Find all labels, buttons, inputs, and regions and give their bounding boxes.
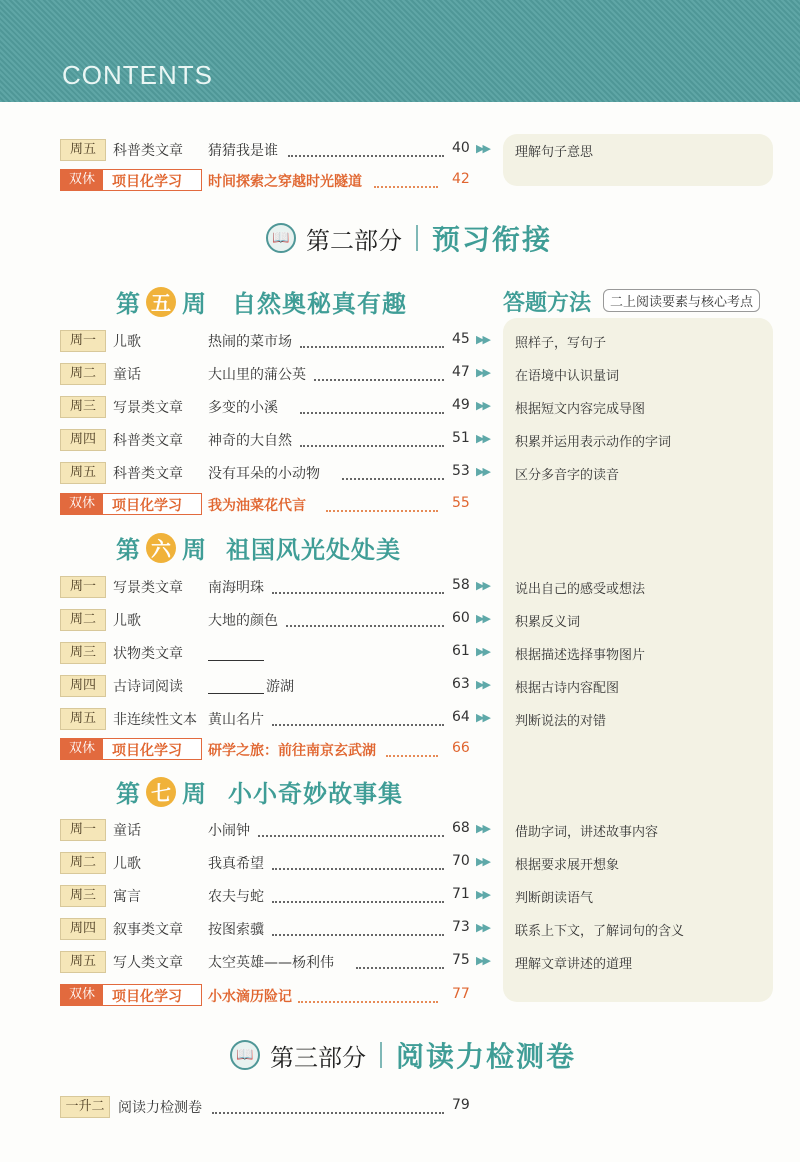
- category-label: 寓言: [113, 889, 141, 905]
- entry-title[interactable]: 神奇的大自然: [208, 433, 292, 449]
- part-name: 预习衔接: [432, 223, 553, 256]
- double-arrow-icon: ▶▶: [476, 822, 489, 835]
- page-number[interactable]: 61: [452, 643, 470, 659]
- double-arrow-icon: ▶▶: [476, 921, 489, 934]
- page-number[interactable]: 64: [452, 709, 470, 725]
- tip-text: 区分多音字的读音: [515, 468, 620, 483]
- page-number[interactable]: 75: [452, 952, 470, 968]
- double-arrow-icon: ▶▶: [476, 333, 489, 346]
- page-number[interactable]: 71: [452, 886, 470, 902]
- week6-heading: [116, 530, 401, 565]
- page-number[interactable]: 40: [452, 140, 470, 156]
- tip-text: 积累并运用表示动作的字词: [515, 435, 672, 450]
- leader-dots: [258, 835, 444, 837]
- book-icon: 📖: [266, 223, 296, 253]
- category-label: 项目化学习: [112, 498, 182, 514]
- weekend-label: 双休: [61, 985, 103, 1005]
- entry-title[interactable]: 时间探索之穿越时光隧道: [208, 174, 362, 190]
- day-label: 周二: [60, 609, 106, 631]
- tip-text: 积累反义词: [515, 615, 581, 630]
- leader-dots: [298, 1001, 438, 1003]
- leader-dots: [286, 625, 444, 627]
- page-number[interactable]: 70: [452, 853, 470, 869]
- entry-title[interactable]: 大地的颜色: [208, 613, 278, 629]
- double-arrow-icon: ▶▶: [476, 954, 489, 967]
- part3-heading: [230, 1035, 576, 1075]
- entry-title[interactable]: 小闹钟: [208, 823, 250, 839]
- page-number[interactable]: 77: [452, 986, 470, 1002]
- entry-title[interactable]: 多变的小溪: [208, 400, 278, 416]
- leader-dots: [314, 379, 444, 381]
- category-label: 儿歌: [113, 856, 141, 872]
- page-number[interactable]: 42: [452, 171, 470, 187]
- tip-text: 理解文章讲述的道理: [515, 957, 633, 972]
- category-label: 科普类文章: [113, 143, 183, 159]
- leader-dots: [272, 592, 444, 594]
- day-label: 周一: [60, 330, 106, 352]
- category-label: 项目化学习: [112, 743, 182, 759]
- entry-title[interactable]: 猜猜我是谁: [208, 143, 278, 159]
- entry-title[interactable]: 按图索骥: [208, 922, 264, 938]
- day-label: 周一: [60, 819, 106, 841]
- tip-text: 根据短文内容完成导图: [515, 402, 646, 417]
- week-name: 自然奥秘真有趣: [232, 290, 407, 318]
- contents-title: CONTENTS: [62, 60, 213, 90]
- entry-title[interactable]: 大山里的蒲公英: [208, 367, 306, 383]
- divider: [416, 225, 418, 251]
- page-number[interactable]: 79: [452, 1097, 470, 1113]
- entry-title[interactable]: 南海明珠: [208, 580, 264, 596]
- tip-text: 判断朗读语气: [515, 891, 594, 906]
- leader-dots: [272, 934, 444, 936]
- fill-in-blank: [208, 693, 264, 694]
- leader-dots: [272, 868, 444, 870]
- page-number[interactable]: 49: [452, 397, 470, 413]
- leader-dots: [288, 155, 444, 157]
- entry-title[interactable]: 农夫与蛇: [208, 889, 264, 905]
- method-title: 答题方法: [503, 291, 592, 316]
- method-subtitle: 二上阅读要素与核心考点: [603, 289, 760, 312]
- double-arrow-icon: ▶▶: [476, 888, 489, 901]
- double-arrow-icon: ▶▶: [476, 366, 489, 379]
- entry-title[interactable]: 游湖: [266, 679, 294, 695]
- part-label: 第三部分: [270, 1043, 366, 1072]
- entry-title[interactable]: 小水滴历险记: [208, 989, 292, 1005]
- double-arrow-icon: ▶▶: [476, 142, 489, 155]
- entry-title[interactable]: 太空英雄——杨利伟: [208, 955, 334, 971]
- leader-dots: [326, 510, 438, 512]
- tip-text: 根据要求展开想象: [515, 858, 620, 873]
- page-number[interactable]: 63: [452, 676, 470, 692]
- entry-title[interactable]: 研学之旅：前往南京玄武湖: [208, 743, 376, 759]
- week-number-badge: 五: [146, 287, 176, 317]
- double-arrow-icon: ▶▶: [476, 432, 489, 445]
- category-label: 儿歌: [113, 613, 141, 629]
- tip-text: 说出自己的感受或想法: [515, 582, 646, 597]
- week-prefix: 第: [116, 290, 140, 318]
- leader-dots: [356, 967, 444, 969]
- category-label: 儿歌: [113, 334, 141, 350]
- week7-heading: [116, 774, 403, 809]
- week-prefix: 第: [116, 536, 140, 564]
- double-arrow-icon: ▶▶: [476, 399, 489, 412]
- day-label: 周五: [60, 951, 106, 973]
- week-number-badge: 七: [146, 777, 176, 807]
- week-name: 祖国风光处处美: [226, 536, 401, 564]
- week-prefix: 第: [116, 780, 140, 808]
- double-arrow-icon: ▶▶: [476, 612, 489, 625]
- entry-title[interactable]: 我为油菜花代言: [208, 498, 306, 514]
- day-label: 周三: [60, 885, 106, 907]
- tip-text: 根据古诗内容配图: [515, 681, 620, 696]
- entry-title[interactable]: 热闹的菜市场: [208, 334, 292, 350]
- day-label: 周三: [60, 396, 106, 418]
- double-arrow-icon: ▶▶: [476, 855, 489, 868]
- week-suffix: 周: [182, 780, 206, 808]
- category-label: 写人类文章: [113, 955, 183, 971]
- category-label: 古诗词阅读: [113, 679, 183, 695]
- divider: [380, 1042, 382, 1068]
- tip-text: 联系上下文，了解词句的含义: [515, 924, 685, 939]
- weekend-label: 双休: [61, 494, 103, 514]
- book-icon: 📖: [230, 1040, 260, 1070]
- tip-text: 在语境中认识量词: [515, 369, 620, 384]
- header-banner: [0, 0, 800, 102]
- entry-title[interactable]: 没有耳朵的小动物: [208, 466, 320, 482]
- double-arrow-icon: ▶▶: [476, 579, 489, 592]
- day-label: 周三: [60, 642, 106, 664]
- part2-heading: [266, 218, 552, 258]
- day-label: 周四: [60, 675, 106, 697]
- day-label: 周四: [60, 918, 106, 940]
- leader-dots: [342, 478, 444, 480]
- page-number[interactable]: 47: [452, 364, 470, 380]
- entry-title[interactable]: 阅读力检测卷: [118, 1100, 202, 1116]
- category-label: 非连续性文本: [113, 712, 197, 728]
- leader-dots: [212, 1112, 444, 1114]
- tip-text: 照样子，写句子: [515, 336, 607, 351]
- week-name: 小小奇妙故事集: [228, 780, 403, 808]
- day-label: 周五: [60, 708, 106, 730]
- day-label: 一升二: [60, 1096, 110, 1118]
- page-number[interactable]: 55: [452, 495, 470, 511]
- leader-dots: [300, 445, 444, 447]
- part-name: 阅读力检测卷: [396, 1040, 577, 1073]
- category-label: 状物类文章: [113, 646, 183, 662]
- day-label: 周五: [60, 139, 106, 161]
- category-label: 童话: [113, 367, 141, 383]
- double-arrow-icon: ▶▶: [476, 645, 489, 658]
- page-number[interactable]: 66: [452, 740, 470, 756]
- day-label: 周四: [60, 429, 106, 451]
- weekend-label: 双休: [61, 170, 103, 190]
- tip-text: 根据描述选择事物图片: [515, 648, 646, 663]
- double-arrow-icon: ▶▶: [476, 678, 489, 691]
- leader-dots: [300, 412, 444, 414]
- entry-title[interactable]: 黄山名片: [208, 712, 264, 728]
- part-label: 第二部分: [306, 226, 402, 255]
- double-arrow-icon: ▶▶: [476, 465, 489, 478]
- category-label: 项目化学习: [112, 174, 182, 190]
- page-number[interactable]: 58: [452, 577, 470, 593]
- tip-text: 借助字词，讲述故事内容: [515, 825, 659, 840]
- week-suffix: 周: [182, 290, 206, 318]
- weekend-label: 双休: [61, 739, 103, 759]
- category-label: 写景类文章: [113, 580, 183, 596]
- category-label: 叙事类文章: [113, 922, 183, 938]
- page-number[interactable]: 51: [452, 430, 470, 446]
- leader-dots: [272, 724, 444, 726]
- week-number-badge: 六: [146, 533, 176, 563]
- leader-dots: [272, 901, 444, 903]
- leader-dots: [374, 186, 438, 188]
- category-label: 项目化学习: [112, 989, 182, 1005]
- tip-text: 理解句子意思: [515, 145, 594, 160]
- category-label: 科普类文章: [113, 466, 183, 482]
- page-number[interactable]: 68: [452, 820, 470, 836]
- category-label: 写景类文章: [113, 400, 183, 416]
- day-label: 周二: [60, 363, 106, 385]
- week5-heading: [116, 284, 407, 319]
- page-number[interactable]: 53: [452, 463, 470, 479]
- category-label: 科普类文章: [113, 433, 183, 449]
- day-label: 周二: [60, 852, 106, 874]
- day-label: 周一: [60, 576, 106, 598]
- day-label: 周五: [60, 462, 106, 484]
- week-suffix: 周: [182, 536, 206, 564]
- page-number[interactable]: 73: [452, 919, 470, 935]
- leader-dots: [386, 755, 438, 757]
- fill-in-blank: [208, 660, 264, 661]
- tip-text: 判断说法的对错: [515, 714, 607, 729]
- entry-title[interactable]: 我真希望: [208, 856, 264, 872]
- category-label: 童话: [113, 823, 141, 839]
- double-arrow-icon: ▶▶: [476, 711, 489, 724]
- page-number[interactable]: 60: [452, 610, 470, 626]
- page-number[interactable]: 45: [452, 331, 470, 347]
- leader-dots: [300, 346, 444, 348]
